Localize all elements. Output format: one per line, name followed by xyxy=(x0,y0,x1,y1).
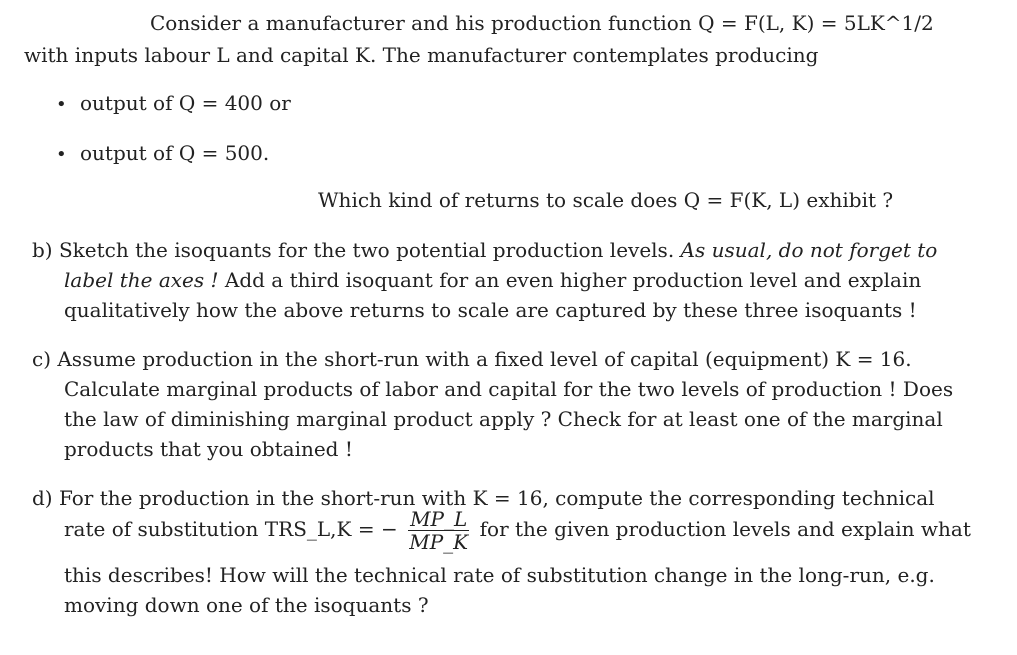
part-c-line-1: c) Assume production in the short-run with a fixed level of capital (equipment) K = 16. xyxy=(32,347,912,371)
part-d-line-1: d) For the production in the short-run with K = 16, compute the corresponding technical xyxy=(32,486,935,510)
part-b-line-2b: Add a third isoquant for an even higher production level and explain xyxy=(224,268,922,292)
intro-line-2: with inputs labour L and capital K. The manufacturer contemplates producing xyxy=(24,43,819,67)
part-b-line-3: qualitatively how the above returns to scale are captured by these three isoquants ! xyxy=(64,298,917,322)
bullet-item-2: output of Q = 500. xyxy=(80,141,270,165)
part-b-line-1b: As usual, do not forget to xyxy=(680,238,938,262)
part-b-line-1 xyxy=(32,238,937,262)
part-d-line-2a: rate of substitution TRS_L,K = − xyxy=(64,517,398,541)
part-c-line-2: Calculate marginal products of labor and capital for the two levels of production ! Does xyxy=(64,377,954,401)
question-a: Which kind of returns to scale does Q = F(K, L) exhibit ? xyxy=(318,188,894,212)
trs-denominator: MP_K xyxy=(409,530,469,554)
part-b-line-2a: label the axes ! xyxy=(64,268,219,292)
part-d-line-3: this describes! How will the technical rate of substitution change in the long-run, e.g. xyxy=(64,563,935,587)
trs-fraction xyxy=(408,508,469,553)
part-d-line-2 xyxy=(64,508,971,553)
trs-numerator: MP_L xyxy=(410,507,468,531)
part-c-line-3: the law of diminishing marginal product apply ? Check for at least one of the marginal xyxy=(64,407,943,431)
part-d-line-2b: for the given production levels and explain what xyxy=(479,517,971,541)
bullet-dot-1: • xyxy=(56,94,67,115)
part-c-line-4: products that you obtained ! xyxy=(64,437,353,461)
intro-line-1: Consider a manufacturer and his production function Q = F(L, K) = 5LK^1/2 xyxy=(150,11,934,35)
part-b-line-2 xyxy=(64,268,921,292)
bullet-item-1: output of Q = 400 or xyxy=(80,91,291,115)
bullet-dot-2: • xyxy=(56,144,67,165)
part-b-line-1a: b) Sketch the isoquants for the two potential production levels. xyxy=(32,238,675,262)
part-d-line-4: moving down one of the isoquants ? xyxy=(64,593,429,617)
